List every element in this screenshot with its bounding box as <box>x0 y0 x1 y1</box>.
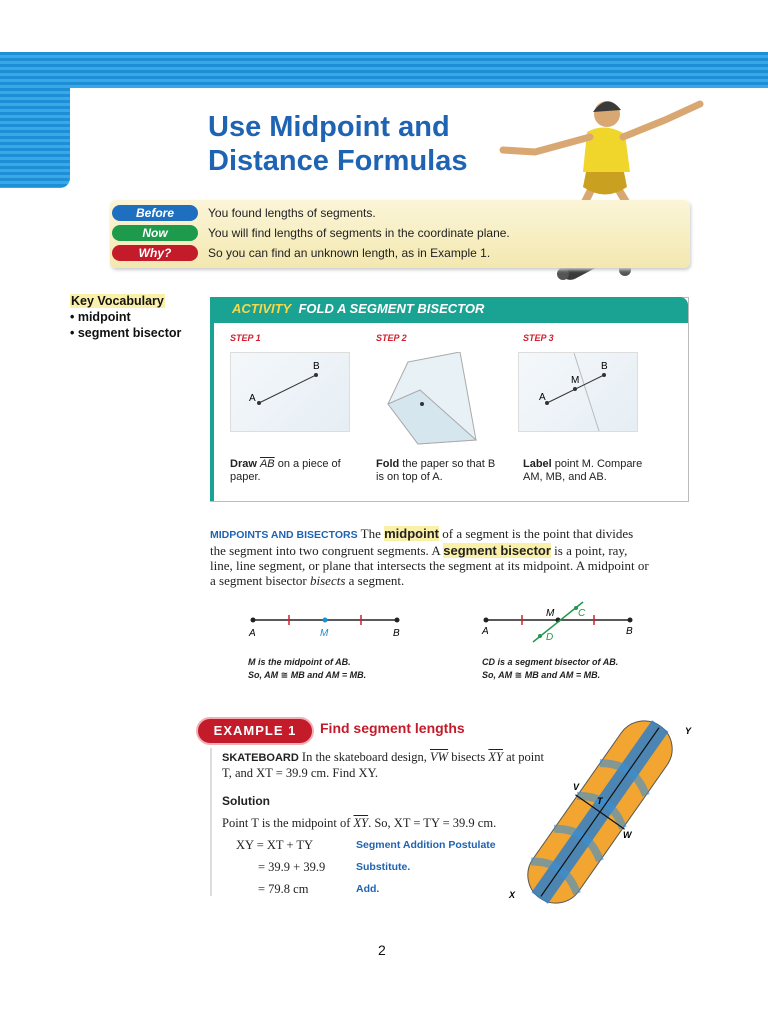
fig1-label-b: B <box>313 361 320 372</box>
diag2-label-b: B <box>626 626 633 637</box>
diag2-label-a: A <box>482 626 489 637</box>
midpoints-t1: The <box>357 526 385 541</box>
page-number: 2 <box>378 942 386 958</box>
equation-1-note: Segment Addition Postulate <box>356 839 496 851</box>
why-text: So you can find an unknown length, as in Example 1. <box>208 246 491 260</box>
midpoints-lead: MIDPOINTS AND BISECTORS <box>210 529 358 541</box>
why-label: Why? <box>112 245 198 261</box>
example-problem-b: bisects <box>448 750 489 764</box>
midpoints-t3: is a point, ray, line, line segment, or plane that intersects the segment at its midpoint. A midpoint or a segment bisector <box>210 543 649 588</box>
before-label: Before <box>112 205 198 221</box>
example-problem-c: at point T, and XT = 39.9 cm. Find XY. <box>222 750 544 780</box>
bisector-diagram <box>478 600 648 646</box>
diag1-label-b: B <box>393 628 400 639</box>
solution-line <box>222 816 496 831</box>
term-segment-bisector: segment bisector <box>443 543 551 558</box>
step-1-caption <box>230 458 360 484</box>
solution-b: . So, XT = TY = 39.9 cm. <box>368 816 497 830</box>
activity-title <box>232 301 484 316</box>
midpoints-paragraph <box>210 526 650 588</box>
term-midpoint: midpoint <box>384 526 439 541</box>
step-3-lead: Label <box>523 458 552 470</box>
page-title <box>208 110 467 178</box>
example-xy: $\overline{XY}$ <box>488 750 503 764</box>
board-label-w: W <box>623 830 632 840</box>
diag2-cap1: CD is a segment bisector of AB. <box>482 657 619 667</box>
vocab-segment-bisector: • segment bisector <box>70 326 182 340</box>
diag1-label-m: M <box>320 628 329 639</box>
board-label-x: X <box>509 890 516 900</box>
diag2-label-m: M <box>546 608 555 619</box>
midpoints-t2: of a segment is the point that divides the segment into two congruent segments. A <box>210 526 634 558</box>
diag1-cap2: So, AM ≅ MB and AM = MB. <box>248 670 367 680</box>
step-1-segment: $\overline{AB}$ <box>259 458 275 470</box>
step-3-rest: point M. Compare AM, MB, and AB. <box>523 458 643 483</box>
title-line-2: Distance Formulas <box>208 145 468 177</box>
header-band-side <box>0 52 70 188</box>
board-label-y: Y <box>685 726 692 736</box>
step-3-label: STEP 3 <box>523 333 554 343</box>
equation-3: = 79.8 cm <box>258 882 309 896</box>
midpoint-diagram-caption <box>248 656 366 682</box>
step-3-caption <box>523 458 653 484</box>
step-2-figure <box>380 352 490 452</box>
step-1-drawing <box>231 353 349 431</box>
example-vw: $\overline{VW}$ <box>430 750 449 764</box>
example-topic: SKATEBOARD <box>222 752 299 764</box>
step-3-drawing <box>519 353 637 431</box>
now-text: You will find lengths of segments in the coordinate plane. <box>208 226 510 240</box>
step-2-lead: Fold <box>376 458 400 470</box>
key-vocabulary-heading: Key Vocabulary <box>71 294 164 308</box>
now-label: Now <box>112 225 198 241</box>
diag2-label-c: C <box>578 608 586 619</box>
activity-label: ACTIVITY <box>232 301 292 316</box>
midpoint-diagram <box>245 610 415 642</box>
diag2-label-d: D <box>546 632 554 643</box>
title-line-1: Use Midpoint and <box>208 111 450 143</box>
diag1-cap1: M is the midpoint of AB. <box>248 657 351 667</box>
example-problem-a: In the skateboard design, <box>298 750 431 764</box>
vocab-midpoint: • midpoint <box>70 310 131 324</box>
step-2-caption <box>376 458 506 484</box>
equation-3-note: Add. <box>356 883 380 895</box>
header-band-corner <box>70 88 86 104</box>
step-2-rest: the paper so that B is on top of A. <box>376 458 496 483</box>
fig3-label-m: M <box>571 375 580 386</box>
activity-heading: FOLD A SEGMENT BISECTOR <box>298 301 485 316</box>
step-2-label: STEP 2 <box>376 333 407 343</box>
midpoints-bisects: bisects <box>310 573 346 588</box>
board-label-v: V <box>573 782 580 792</box>
before-text: You found lengths of segments. <box>208 206 376 220</box>
activity-side-bar <box>210 323 214 501</box>
equation-1: XY = XT + TY <box>236 838 314 852</box>
equation-2-note: Substitute. <box>356 861 411 873</box>
step-1-label: STEP 1 <box>230 333 261 343</box>
step-1-figure <box>230 352 350 432</box>
solution-a: Point T is the midpoint of <box>222 816 354 830</box>
example-title: Find segment lengths <box>320 720 465 736</box>
step-3-figure <box>518 352 638 432</box>
fig3-label-a: A <box>539 392 546 403</box>
step-2-drawing <box>380 352 490 452</box>
fig1-label-a: A <box>249 393 256 404</box>
board-label-t: T <box>597 796 603 806</box>
skateboard-deck-illustration <box>495 720 705 905</box>
diag2-cap2: So, AM ≅ MB and AM = MB. <box>482 670 601 680</box>
bisector-diagram-caption <box>482 656 618 682</box>
example-rule <box>210 748 212 896</box>
header-band <box>0 52 768 88</box>
key-vocabulary <box>70 293 181 341</box>
diag1-label-a: A <box>249 628 256 639</box>
example-pill: EXAMPLE 1 <box>196 717 314 745</box>
fig3-label-b: B <box>601 361 608 372</box>
solution-xy: $\overline{XY}$ <box>353 816 369 830</box>
equation-2: = 39.9 + 39.9 <box>258 860 326 874</box>
step-1-rest: on a piece of paper. <box>230 458 341 483</box>
solution-heading: Solution <box>222 794 270 808</box>
midpoints-t4: a segment. <box>345 573 405 588</box>
step-1-lead: Draw <box>230 458 257 470</box>
